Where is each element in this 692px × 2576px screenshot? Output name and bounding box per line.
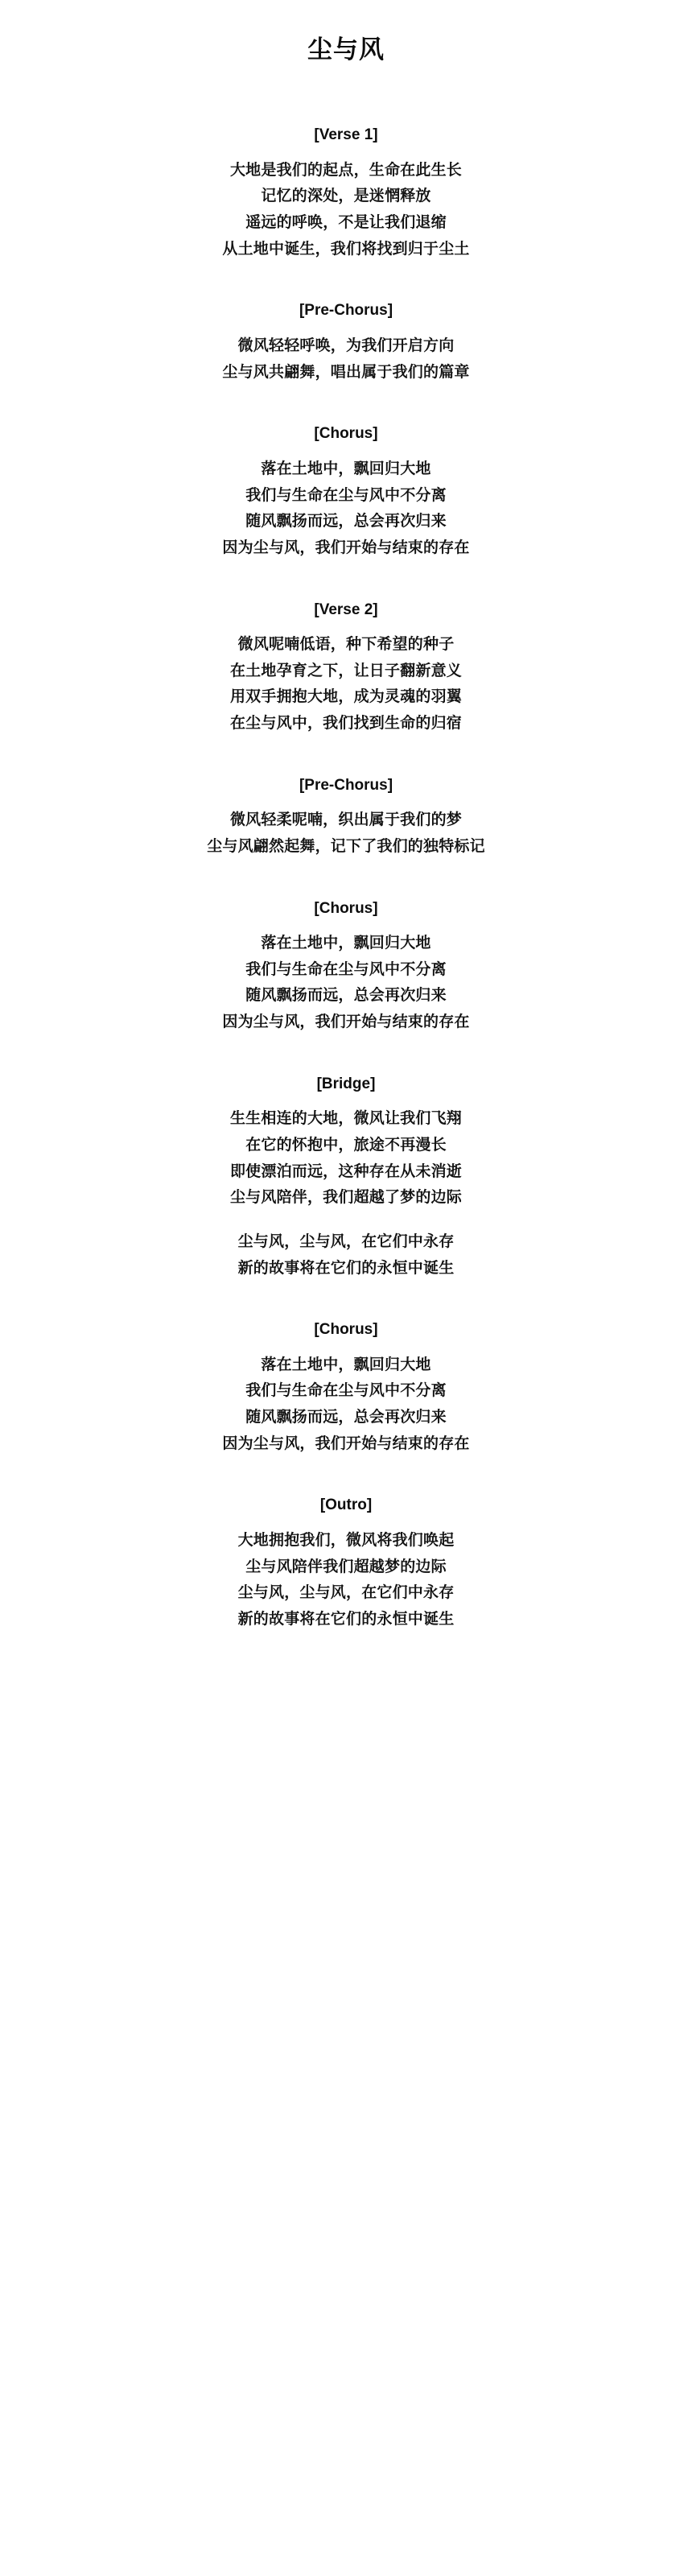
lyric-line: 大地是我们的起点，生命在此生长 bbox=[229, 161, 462, 179]
lyric-line: 在尘与风中，我们找到生命的归宿 bbox=[229, 715, 462, 733]
lyrics-section bbox=[0, 299, 692, 386]
section-label: [Pre-Chorus] bbox=[299, 302, 393, 320]
lyric-line: 微风呢喃低语，种下希望的种子 bbox=[237, 636, 455, 654]
lyric-line: 尘与风共翩舞，唱出属于我们的篇章 bbox=[222, 363, 470, 381]
lyric-line: 微风轻柔呢喃，织出属于我们的梦 bbox=[229, 811, 462, 829]
lyric-line: 在土地孕育之下，让日子翻新意义 bbox=[229, 662, 462, 679]
lyric-line: 生生相连的大地，微风让我们飞翔 bbox=[229, 1110, 462, 1128]
lyric-line: 尘与风陪伴，我们超越了梦的边际 bbox=[229, 1189, 462, 1207]
lyric-line: 落在土地中，飘回归大地 bbox=[261, 460, 431, 477]
lyric-line: 从土地中诞生，我们将找到归于尘土 bbox=[222, 240, 470, 258]
lyrics-body bbox=[0, 124, 692, 1633]
lyrics-section bbox=[0, 1319, 692, 1457]
lyric-line: 因为尘与风，我们开始与结束的存在 bbox=[222, 539, 470, 556]
lyric-line: 大地拥抱我们，微风将我们唤起 bbox=[237, 1531, 455, 1549]
lyric-line: 落在土地中，飘回归大地 bbox=[261, 935, 431, 952]
stanza-gap bbox=[0, 1212, 692, 1229]
lyric-line: 我们与生命在尘与风中不分离 bbox=[245, 960, 447, 978]
lyrics-section bbox=[0, 599, 692, 737]
page-title: 尘与风 bbox=[307, 35, 385, 64]
lyric-line: 我们与生命在尘与风中不分离 bbox=[245, 486, 447, 504]
section-label: [Pre-Chorus] bbox=[299, 776, 393, 794]
lyric-line: 落在土地中，飘回归大地 bbox=[261, 1356, 431, 1373]
lyrics-section bbox=[0, 423, 692, 561]
lyric-line: 尘与风，尘与风，在它们中永存 bbox=[237, 1584, 455, 1602]
lyrics-section bbox=[0, 124, 692, 262]
lyrics-section bbox=[0, 1073, 692, 1282]
lyric-line: 因为尘与风，我们开始与结束的存在 bbox=[222, 1013, 470, 1031]
lyric-line: 尘与风，尘与风，在它们中永存 bbox=[237, 1232, 455, 1250]
section-label: [Outro] bbox=[319, 1496, 373, 1514]
bottom-spacer bbox=[0, 1633, 692, 1682]
lyrics-section bbox=[0, 774, 692, 861]
lyrics-section bbox=[0, 898, 692, 1036]
lyric-line: 遥远的呼唤，不是让我们退缩 bbox=[245, 214, 447, 232]
lyric-line: 随风飘扬而远，总会再次归来 bbox=[245, 987, 447, 1005]
lyric-line: 微风轻轻呼唤，为我们开启方向 bbox=[237, 336, 455, 354]
lyric-line: 新的故事将在它们的永恒中诞生 bbox=[237, 1259, 455, 1277]
lyric-line: 即使漂泊而远，这种存在从未消逝 bbox=[229, 1162, 462, 1180]
lyric-line: 因为尘与风，我们开始与结束的存在 bbox=[222, 1435, 470, 1452]
section-label: [Chorus] bbox=[314, 899, 378, 917]
section-label: [Verse 2] bbox=[314, 601, 378, 618]
lyric-line: 在它的怀抱中，旅途不再漫长 bbox=[245, 1136, 447, 1154]
lyric-line: 随风飘扬而远，总会再次归来 bbox=[245, 1409, 447, 1426]
section-label: [Verse 1] bbox=[314, 126, 378, 144]
lyric-line: 用双手拥抱大地，成为灵魂的羽翼 bbox=[229, 688, 462, 706]
lyric-line: 尘与风陪伴我们超越梦的边际 bbox=[245, 1558, 447, 1575]
lyrics-section bbox=[0, 1494, 692, 1633]
lyric-line: 我们与生命在尘与风中不分离 bbox=[245, 1382, 447, 1400]
section-label: [Chorus] bbox=[314, 425, 378, 443]
lyric-line: 尘与风翩然起舞，记下了我们的独特标记 bbox=[207, 837, 485, 855]
lyric-line: 记忆的深处，是迷惘释放 bbox=[261, 188, 431, 205]
lyric-line: 新的故事将在它们的永恒中诞生 bbox=[237, 1610, 455, 1628]
section-label: [Bridge] bbox=[316, 1075, 376, 1092]
section-label: [Chorus] bbox=[314, 1321, 378, 1339]
lyric-line: 随风飘扬而远，总会再次归来 bbox=[245, 513, 447, 530]
